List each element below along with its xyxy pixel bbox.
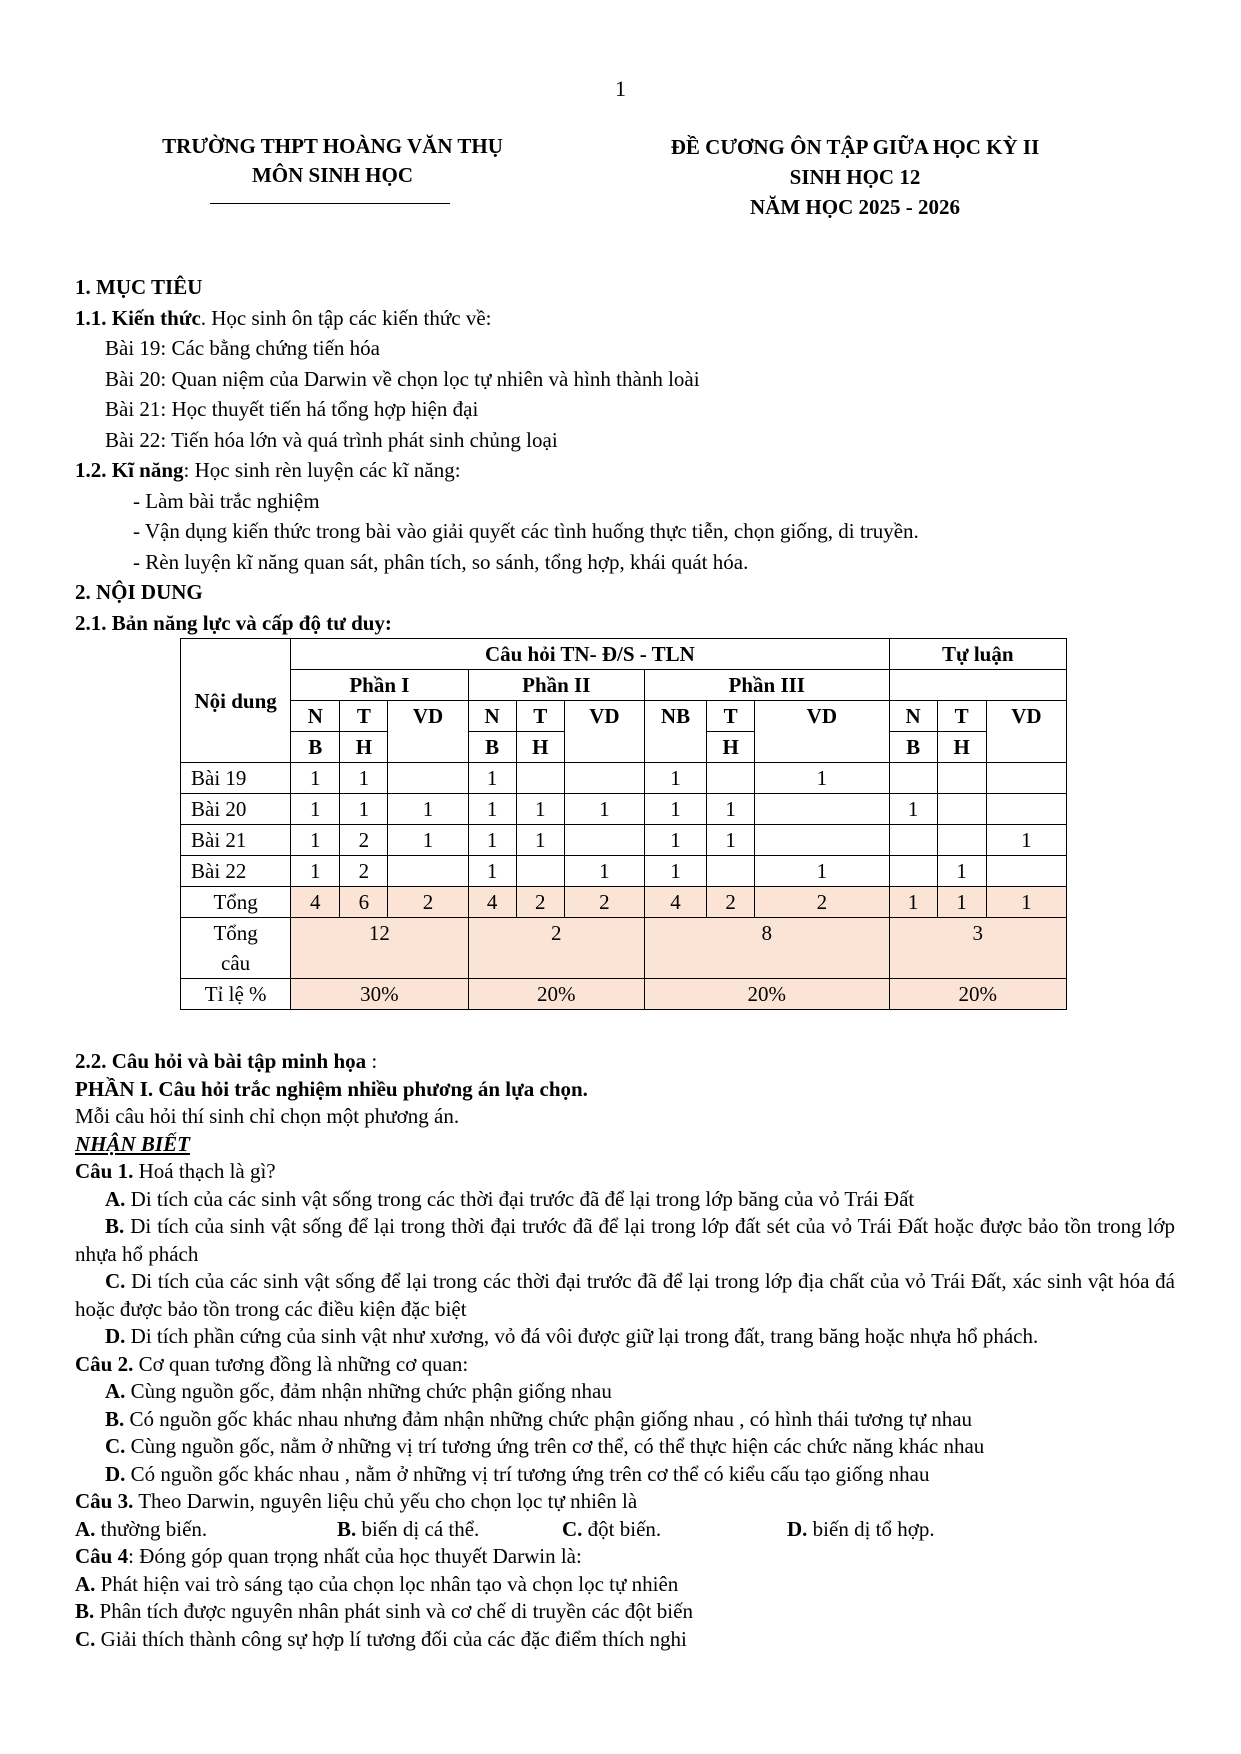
- table-cell: 2: [564, 887, 644, 918]
- ratio-part-1: 30%: [291, 979, 468, 1010]
- grade-title: SINH HỌC 12: [789, 165, 921, 189]
- level-th: T: [340, 701, 388, 732]
- question-4: Câu 4: Đóng góp quan trọng nhất của học thuyết Darwin là:: [75, 1544, 582, 1568]
- table-cell: 1: [644, 856, 706, 887]
- knowledge-heading: 1.1. Kiến thức. Học sinh ôn tập các kiến thức về:: [75, 305, 492, 330]
- section-2-2-title: 2.2. Câu hỏi và bài tập minh họa :: [75, 1049, 378, 1073]
- table-cell: [564, 825, 644, 856]
- table-cell: 1: [755, 763, 889, 794]
- table-row: [181, 825, 1067, 856]
- option-b: B. Di tích của sinh vật sống để lại trong thời đại trước đã để lại trong lớp đất sét của vỏ Trái Đất hoặc được bảo tồn trong lớp nhựa hổ phách: [75, 1214, 1175, 1266]
- level-vd: VD: [564, 701, 644, 763]
- option-c: C. Giải thích thành công sự hợp lí tương đối của các đặc điểm thích nghi: [75, 1626, 687, 1651]
- level-th: H: [516, 732, 564, 763]
- option-a: A. Di tích của các sinh vật sống trong các thời đại trước đã để lại trong lớp băng của vỏ Trái Đất: [105, 1186, 915, 1211]
- lesson-item: Bài 20: Quan niệm của Darwin về chọn lọc tự nhiên và hình thành loài: [105, 366, 700, 391]
- table-cell: 1: [986, 825, 1066, 856]
- table-cell: 4: [468, 887, 516, 918]
- section-1-title: 1. MỤC TIÊU: [75, 275, 203, 299]
- question-2: Câu 2. Cơ quan tương đồng là những cơ quan:: [75, 1351, 469, 1376]
- table-cell: 1: [388, 825, 468, 856]
- table-cell: [755, 825, 889, 856]
- table-cell: 1: [644, 794, 706, 825]
- header-right: [620, 132, 1090, 222]
- level-vd: VD: [388, 701, 468, 763]
- table-cell: 1: [937, 856, 986, 887]
- level-th: T: [937, 701, 986, 732]
- skills-heading: 1.2. Kĩ năng: Học sinh rèn luyện các kĩ năng:: [75, 458, 461, 482]
- objectives-section: [75, 272, 1175, 638]
- table-cell: 6: [340, 887, 388, 918]
- level-nb: N: [468, 701, 516, 732]
- table-cell: 1: [468, 856, 516, 887]
- lesson-item: Bài 19: Các bằng chứng tiến hóa: [105, 336, 380, 360]
- table-cell: 1: [291, 856, 340, 887]
- total-essay: 3: [889, 918, 1066, 979]
- questions-section: [75, 1048, 1175, 1653]
- table-cell: 2: [388, 887, 468, 918]
- total-part-3: 8: [644, 918, 889, 979]
- row-label: Bài 22: [181, 856, 291, 887]
- option-b: B. biến dị cá thể.: [337, 1516, 480, 1541]
- school-year: NĂM HỌC 2025 - 2026: [750, 195, 960, 219]
- level-nb: NB: [644, 701, 706, 763]
- table-cell: 2: [707, 887, 755, 918]
- subject-name: MÔN SINH HỌC: [251, 163, 413, 187]
- level-th: T: [707, 701, 755, 732]
- table-cell: [707, 856, 755, 887]
- lesson-item: Bài 22: Tiến hóa lớn và quá trình phát sinh chủng loại: [105, 427, 558, 452]
- table-ratio-row: [181, 979, 1067, 1010]
- table-cell: 1: [889, 794, 937, 825]
- table-cell: 1: [388, 794, 468, 825]
- section-2-title: 2. NỘI DUNG: [75, 580, 203, 604]
- option-d: D. Di tích phần cứng của sinh vật như xương, vỏ đá vôi được giữ lại trong đất, trang băng hoặc nhựa hổ phách.: [105, 1324, 1039, 1348]
- table-cell: [755, 794, 889, 825]
- table-body: [181, 763, 1067, 918]
- option-a: A. Phát hiện vai trò sáng tạo của chọn lọc nhân tạo và chọn lọc tự nhiên: [75, 1571, 679, 1596]
- ratio-part-2: 20%: [468, 979, 644, 1010]
- table-row: [181, 856, 1067, 887]
- option-a: A. Cùng nguồn gốc, đảm nhận những chức phận giống nhau: [105, 1379, 612, 1403]
- table-cell: 1: [707, 794, 755, 825]
- lesson-item: Bài 21: Học thuyết tiến há tổng hợp hiện đại: [105, 397, 479, 421]
- table-cell: 1: [516, 825, 564, 856]
- table-cell: 1: [340, 794, 388, 825]
- ratio-part-3: 20%: [644, 979, 889, 1010]
- level-heading: NHẬN BIẾT: [75, 1131, 190, 1156]
- skill-item: - Làm bài trắc nghiệm: [133, 488, 320, 513]
- table-cell: 1: [291, 825, 340, 856]
- page-number: 1: [615, 76, 626, 101]
- table-header-row: [181, 701, 1067, 732]
- table-cell: [986, 794, 1066, 825]
- level-nb: N: [291, 701, 340, 732]
- table-row: [181, 794, 1067, 825]
- table-cell: 1: [564, 856, 644, 887]
- level-th: H: [340, 732, 388, 763]
- table-cell: 1: [644, 825, 706, 856]
- section-2-1-title: 2.1. Bản năng lực và cấp độ tư duy:: [75, 610, 392, 635]
- header-part-2: Phần II: [468, 670, 644, 701]
- header-left: [110, 132, 555, 190]
- ratio-label: Tỉ lệ %: [181, 979, 291, 1010]
- table-cell: 1: [516, 794, 564, 825]
- row-label: Bài 19: [181, 763, 291, 794]
- table-cell: [889, 825, 937, 856]
- table-cell: 2: [340, 825, 388, 856]
- question-1: Câu 1. Hoá thạch là gì?: [75, 1159, 276, 1183]
- document-title: ĐỀ CƯƠNG ÔN TẬP GIỮA HỌC KỲ II: [670, 135, 1040, 159]
- header-divider: [210, 203, 450, 204]
- table-cell: [986, 763, 1066, 794]
- option-b: B. Phân tích được nguyên nhân phát sinh và cơ chế di truyền các đột biến: [75, 1599, 693, 1623]
- table-cell: [889, 763, 937, 794]
- table-cell: [388, 763, 468, 794]
- table-cell: 4: [644, 887, 706, 918]
- table-cell: 1: [468, 794, 516, 825]
- table-cell: 2: [516, 887, 564, 918]
- option-c: C. đột biến.: [562, 1516, 662, 1541]
- table-cell: [516, 856, 564, 887]
- table-cell: 1: [468, 763, 516, 794]
- table-header-row: [181, 639, 1067, 670]
- table-cell: [937, 825, 986, 856]
- header-essay: Tự luận: [889, 639, 1066, 670]
- table-cell: 1: [889, 887, 937, 918]
- header-content: Nội dung: [181, 639, 291, 763]
- table-row: [181, 887, 1067, 918]
- total-questions-label: Tổng câu: [181, 918, 291, 979]
- table-cell: 1: [644, 763, 706, 794]
- level-vd: VD: [986, 701, 1066, 763]
- level-nb: N: [889, 701, 937, 732]
- level-nb: B: [291, 732, 340, 763]
- table-cell: [516, 763, 564, 794]
- table-cell: 1: [937, 887, 986, 918]
- table-cell: [707, 763, 755, 794]
- option-b: B. Có nguồn gốc khác nhau nhưng đảm nhận những chức phận giống nhau , có hình thái tương tự nhau: [105, 1406, 973, 1431]
- school-name: TRƯỜNG THPT HOÀNG VĂN THỤ: [162, 134, 503, 158]
- table-cell: [937, 794, 986, 825]
- table-cell: 1: [986, 887, 1066, 918]
- total-part-2: 2: [468, 918, 644, 979]
- header-empty: [889, 670, 1066, 701]
- option-a: A. thường biến.: [75, 1516, 208, 1541]
- row-label: Bài 20: [181, 794, 291, 825]
- level-vd: VD: [755, 701, 889, 763]
- question-3: Câu 3. Theo Darwin, nguyên liệu chủ yếu cho chọn lọc tự nhiên là: [75, 1489, 638, 1513]
- instruction: Mỗi câu hỏi thí sinh chỉ chọn một phương án.: [75, 1104, 460, 1128]
- skill-item: - Rèn luyện kĩ năng quan sát, phân tích, so sánh, tổng hợp, khái quát hóa.: [133, 549, 749, 574]
- table-cell: [937, 763, 986, 794]
- table-cell: 1: [291, 763, 340, 794]
- part-1-title: PHẦN I. Câu hỏi trắc nghiệm nhiều phương án lựa chọn.: [75, 1076, 588, 1101]
- table-header-row: [181, 670, 1067, 701]
- table-cell: 1: [340, 763, 388, 794]
- option-c: C. Cùng nguồn gốc, nằm ở những vị trí tương ứng trên cơ thể, có thể thực hiện các chức năng khác nhau: [105, 1434, 985, 1458]
- question-3-options: [75, 1516, 1175, 1544]
- table-row: [181, 763, 1067, 794]
- option-c: C. Di tích của các sinh vật sống để lại trong các thời đại trước đã để lại trong lớp địa chất của vỏ Trái Đất, xác sinh vật hóa đá hoặc được bảo tồn trong các điều kiện đặc biệt: [75, 1269, 1176, 1321]
- header-objective-group: Câu hỏi TN- Đ/S - TLN: [291, 639, 889, 670]
- level-th: T: [516, 701, 564, 732]
- option-d: D. biến dị tổ hợp.: [787, 1516, 935, 1541]
- option-d: D. Có nguồn gốc khác nhau , nằm ở những vị trí tương ứng trên cơ thể có kiểu cấu tạo giống nhau: [105, 1461, 930, 1486]
- table-cell: 2: [340, 856, 388, 887]
- total-part-1: 12: [291, 918, 468, 979]
- level-th: H: [937, 732, 986, 763]
- table-total-questions-row: [181, 918, 1067, 979]
- table-cell: [889, 856, 937, 887]
- skill-item: - Vận dụng kiến thức trong bài vào giải quyết các tình huống thực tiễn, chọn giống, di truyền.: [133, 519, 919, 543]
- table-cell: 2: [755, 887, 889, 918]
- header-part-3: Phần III: [644, 670, 889, 701]
- competency-matrix-table: [180, 638, 1067, 1010]
- table-cell: 1: [468, 825, 516, 856]
- table-cell: [388, 856, 468, 887]
- table-cell: 1: [707, 825, 755, 856]
- table-cell: [986, 856, 1066, 887]
- level-nb: B: [889, 732, 937, 763]
- table-cell: 4: [291, 887, 340, 918]
- table-cell: 1: [564, 794, 644, 825]
- table-cell: 1: [755, 856, 889, 887]
- row-label: Tổng: [181, 887, 291, 918]
- table-cell: 1: [291, 794, 340, 825]
- level-nb: B: [468, 732, 516, 763]
- ratio-essay: 20%: [889, 979, 1066, 1010]
- header-part-1: Phần I: [291, 670, 468, 701]
- row-label: Bài 21: [181, 825, 291, 856]
- level-th: H: [707, 732, 755, 763]
- table-cell: [564, 763, 644, 794]
